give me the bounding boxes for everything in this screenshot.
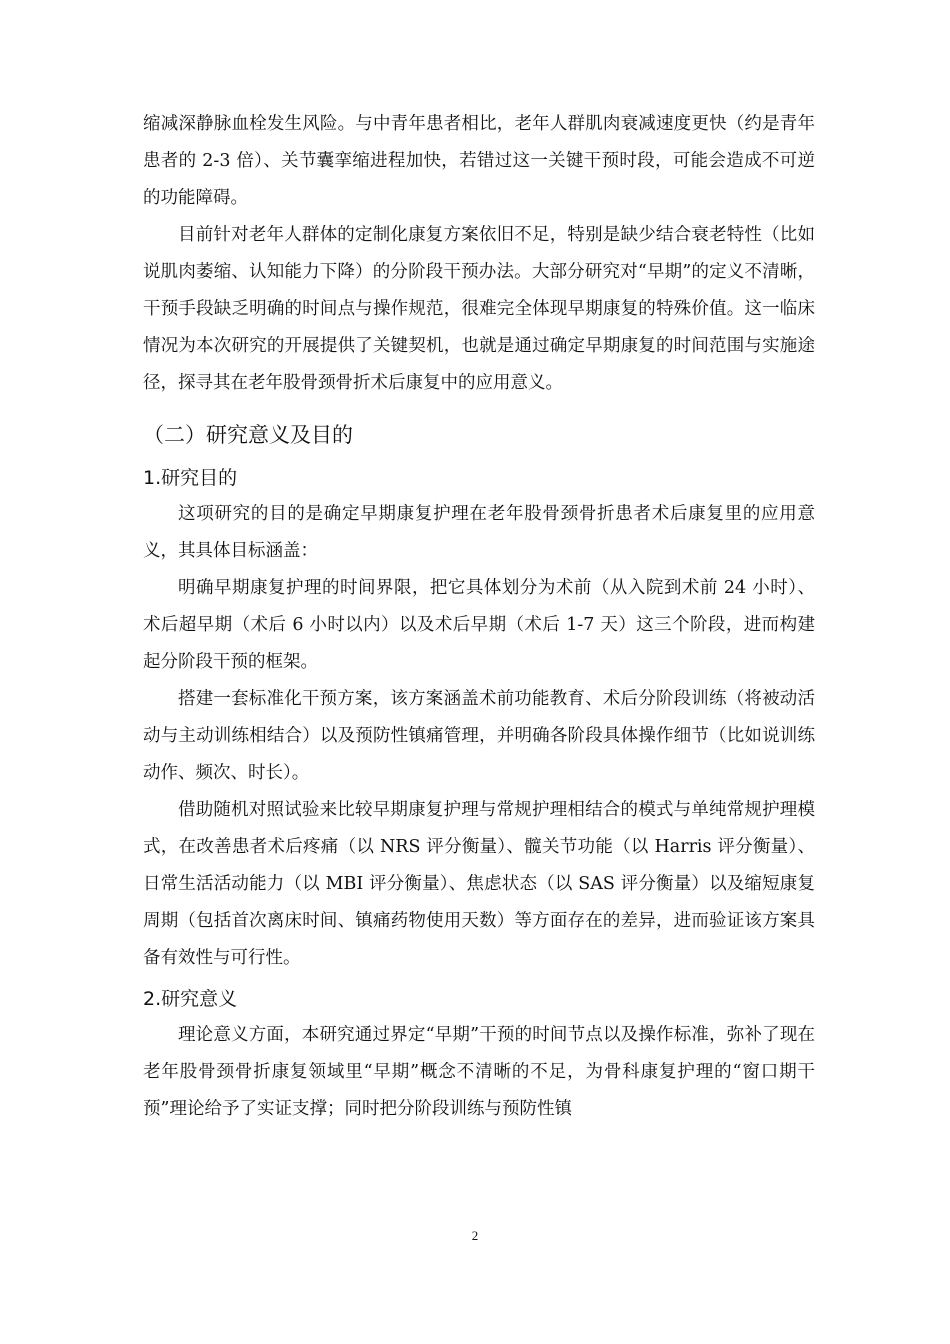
paragraph-significance: 理论意义方面，本研究通过界定“早期”干预的时间节点以及操作标准，弥补了现在老年股骨颈骨折康复领域里“早期”概念不清晰的不足，为骨科康复护理的“窗口期干预”理论给予了实证支撑；同时把分阶段训练与预防性镇 <box>143 1025 815 1119</box>
document-body <box>143 106 815 1128</box>
subheading-purpose: 1.研究目的 <box>143 467 238 489</box>
paragraph-background: 目前针对老年人群体的定制化康复方案依旧不足，特别是缺少结合衰老特性（比如说肌肉萎缩、认知能力下降）的分阶段干预办法。大部分研究对“早期”的定义不清晰，干预手段缺乏明确的时间点与操作规范，很难完全体现早期康复的特殊价值。这一临床情况为本次研究的开展提供了关键契机，也就是通过确定早期康复的时间范围与实施途径，探寻其在老年股骨颈骨折术后康复中的应用意义。 <box>143 225 815 393</box>
paragraph-continued: 缩减深静脉血栓发生风险。与中青年患者相比，老年人群肌肉衰减速度更快（约是青年患者的 2-3 倍）、关节囊挛缩进程加快，若错过这一关键干预时段，可能会造成不可逆的功能障碍。 <box>143 114 815 208</box>
section-heading: （二）研究意义及目的 <box>143 423 353 447</box>
paragraph-purpose-1: 明确早期康复护理的时间界限，把它具体划分为术前（从入院到术前 24 小时）、术后超早期（术后 6 小时以内）以及术后早期（术后 1-7 天）这三个阶段，进而构建起分阶段干预的框架。 <box>143 578 815 672</box>
subheading-significance: 2.研究意义 <box>143 988 238 1010</box>
paragraph-purpose-intro: 这项研究的目的是确定早期康复护理在老年股骨颈骨折患者术后康复里的应用意义，其具体目标涵盖： <box>143 504 815 561</box>
paragraph-purpose-2: 搭建一套标准化干预方案，该方案涵盖术前功能教育、术后分阶段训练（将被动活动与主动训练相结合）以及预防性镇痛管理，并明确各阶段具体操作细节（比如说训练动作、频次、时长）。 <box>143 689 815 783</box>
paragraph-purpose-3: 借助随机对照试验来比较早期康复护理与常规护理相结合的模式与单纯常规护理模式，在改善患者术后疼痛（以 NRS 评分衡量）、髋关节功能（以 Harris 评分衡量）、日常生活活动能力（以 MBI 评分衡量）、焦虑状态（以 SAS 评分衡量）以及缩短康复周期（包括首次离床时间、镇痛药物使用天数）等方面存在的差异，进而验证该方案具备有效性与可行性。 <box>143 800 815 968</box>
page-number: 2 <box>471 1228 479 1243</box>
